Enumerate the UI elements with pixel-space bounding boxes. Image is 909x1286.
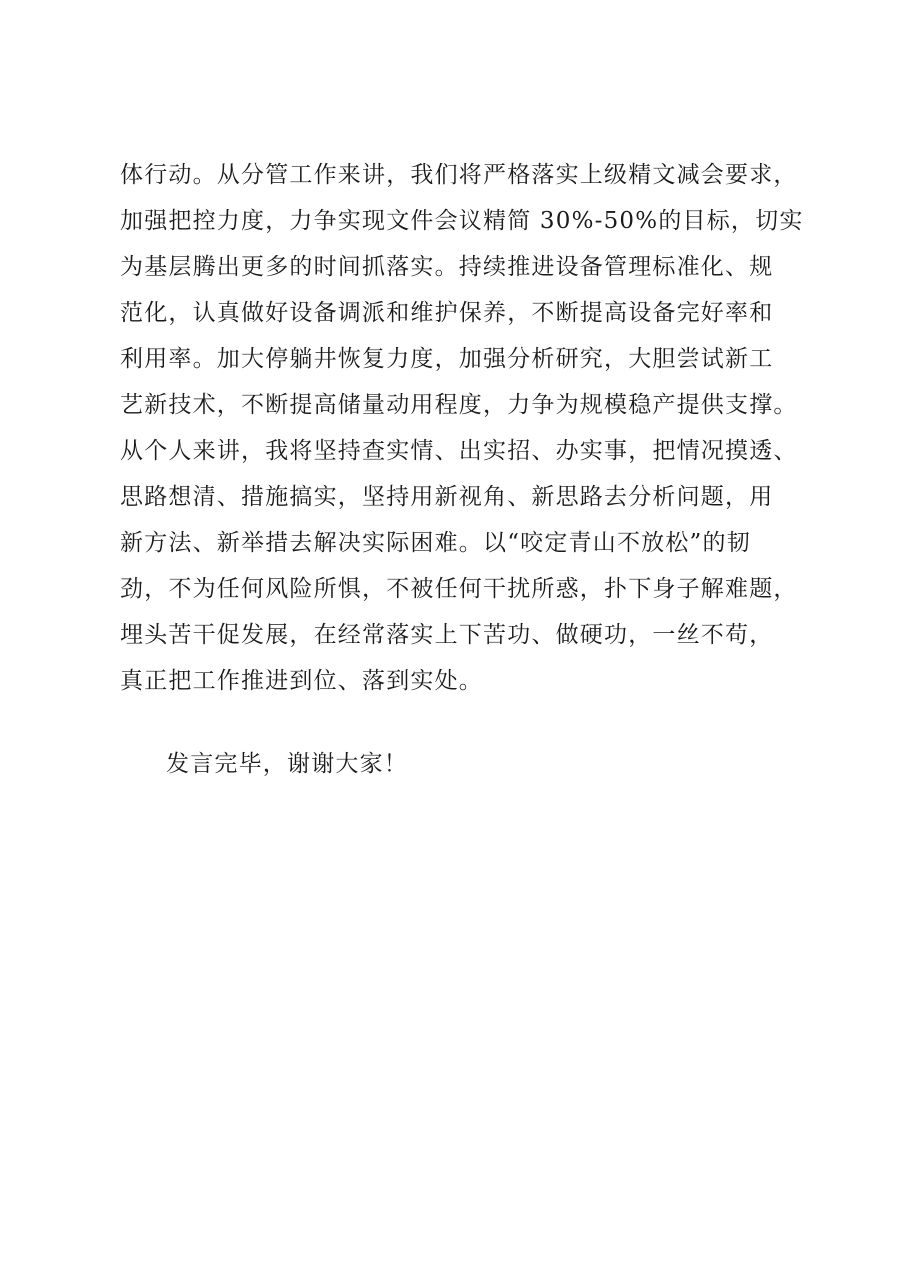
text-line-7: 从个人来讲，我将坚持查实情、出实招、办实事，把情况摸透、: [120, 438, 798, 464]
text-line-6: 艺新技术，不断提高储量动用程度，力争为规模稳产提供支撑。: [120, 392, 798, 418]
text-line-11: 埋头苦干促发展，在经常落实上下苦功、做硬功，一丝不苟，: [120, 622, 774, 648]
text-line-10: 劲，不为任何风险所惧，不被任何干扰所惑，扑下身子解难题，: [120, 576, 798, 602]
closing-remark: 发言完毕，谢谢大家！: [166, 751, 408, 777]
body-paragraph: [120, 152, 820, 704]
text-line-8: 思路想清、措施搞实，坚持用新视角、新思路去分析问题，用: [120, 484, 774, 510]
text-line-12: 真正把工作推进到位、落到实处。: [120, 668, 483, 694]
text-line-9: 新方法、新举措去解决实际困难。以“咬定青山不放松”的韧: [120, 530, 751, 556]
text-line-3: 为基层腾出更多的时间抓落实。持续推进设备管理标准化、规: [120, 254, 774, 280]
text-line-1: 体行动。从分管工作来讲，我们将严格落实上级精文减会要求，: [120, 162, 798, 188]
text-line-2: 加强把控力度，力争实现文件会议精简 30%-50%的目标，切实: [120, 208, 804, 234]
text-line-4: 范化，认真做好设备调派和维护保养，不断提高设备完好率和: [120, 300, 774, 326]
text-line-5: 利用率。加大停躺井恢复力度，加强分析研究，大胆尝试新工: [120, 346, 774, 372]
